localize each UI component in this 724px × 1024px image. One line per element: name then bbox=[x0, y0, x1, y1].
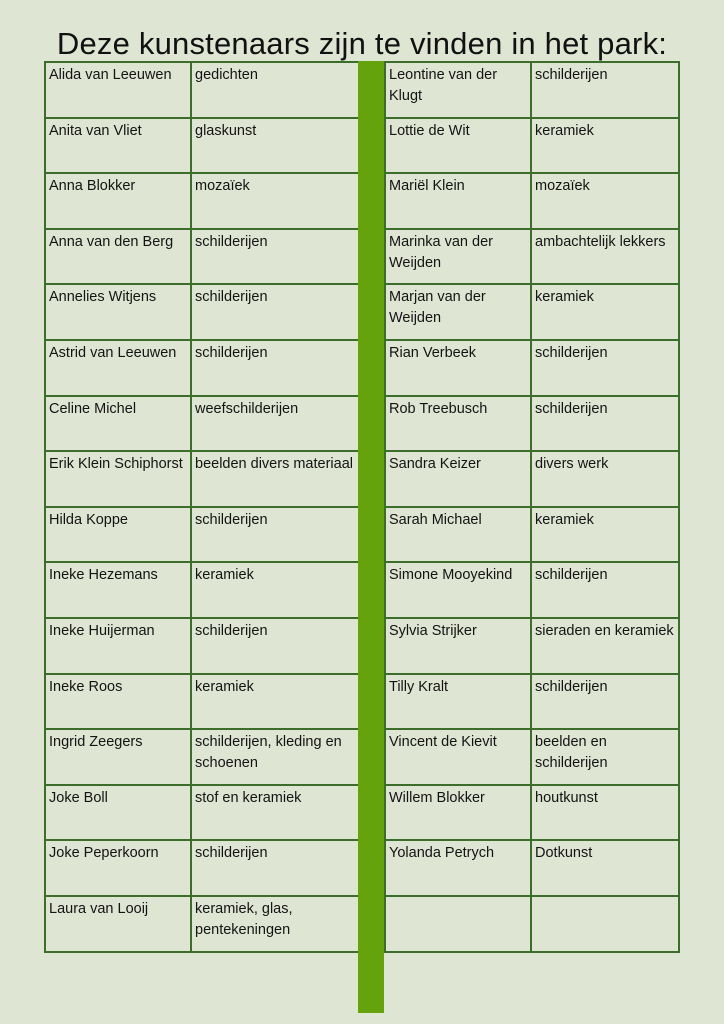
artist-name-cell: Sarah Michael bbox=[385, 507, 531, 563]
artist-name-cell: Sylvia Strijker bbox=[385, 618, 531, 674]
artwork-type-cell: gedichten bbox=[191, 62, 359, 118]
artist-name-cell: Ineke Hezemans bbox=[45, 562, 191, 618]
artwork-type-cell: schilderijen bbox=[191, 618, 359, 674]
table-row bbox=[45, 396, 359, 452]
table-row bbox=[45, 729, 359, 785]
artwork-type-cell: keramiek bbox=[531, 118, 679, 174]
artwork-type-cell: keramiek, glas, pentekeningen bbox=[191, 896, 359, 952]
artist-name-cell: Rob Treebusch bbox=[385, 396, 531, 452]
table-row bbox=[385, 618, 679, 674]
table-row bbox=[45, 507, 359, 563]
artwork-type-cell: divers werk bbox=[531, 451, 679, 507]
page-title: Deze kunstenaars zijn te vinden in het park: bbox=[56, 26, 668, 61]
table-row bbox=[385, 229, 679, 285]
artwork-type-cell: beelden en schilderijen bbox=[531, 729, 679, 785]
table-row bbox=[45, 229, 359, 285]
artwork-type-cell: sieraden en keramiek bbox=[531, 618, 679, 674]
artist-name-cell: Leontine van der Klugt bbox=[385, 62, 531, 118]
artist-name-cell: Marjan van der Weijden bbox=[385, 284, 531, 340]
artwork-type-cell: schilderijen bbox=[191, 229, 359, 285]
table-row bbox=[45, 896, 359, 952]
table-row bbox=[45, 674, 359, 730]
artwork-type-cell: schilderijen, kleding en schoenen bbox=[191, 729, 359, 785]
table-row bbox=[45, 840, 359, 896]
table-row bbox=[45, 284, 359, 340]
table-row bbox=[385, 340, 679, 396]
artwork-type-cell: schilderijen bbox=[531, 340, 679, 396]
artwork-type-cell: keramiek bbox=[531, 507, 679, 563]
artwork-type-cell: schilderijen bbox=[531, 562, 679, 618]
artist-name-cell: Astrid van Leeuwen bbox=[45, 340, 191, 396]
artwork-type-cell: schilderijen bbox=[191, 340, 359, 396]
artist-name-cell: Marinka van der Weijden bbox=[385, 229, 531, 285]
table-row bbox=[385, 562, 679, 618]
table-row bbox=[45, 340, 359, 396]
artwork-type-cell: schilderijen bbox=[191, 840, 359, 896]
artist-name-cell: Vincent de Kievit bbox=[385, 729, 531, 785]
artist-name-cell: Celine Michel bbox=[45, 396, 191, 452]
table-row bbox=[385, 896, 679, 952]
artist-name-cell: Anna Blokker bbox=[45, 173, 191, 229]
artist-name-cell: Joke Peperkoorn bbox=[45, 840, 191, 896]
artist-name-cell: Joke Boll bbox=[45, 785, 191, 841]
artist-name-cell: Laura van Looij bbox=[45, 896, 191, 952]
artwork-type-cell: keramiek bbox=[191, 674, 359, 730]
artwork-type-cell: ambachtelijk lekkers bbox=[531, 229, 679, 285]
artist-name-cell: Anna van den Berg bbox=[45, 229, 191, 285]
artwork-type-cell: schilderijen bbox=[191, 284, 359, 340]
table-row bbox=[385, 451, 679, 507]
artist-name-cell bbox=[385, 896, 531, 952]
green-divider bbox=[358, 61, 384, 1013]
table-row bbox=[385, 284, 679, 340]
artwork-type-cell: keramiek bbox=[531, 284, 679, 340]
table-row bbox=[385, 62, 679, 118]
artist-name-cell: Sandra Keizer bbox=[385, 451, 531, 507]
artist-name-cell: Ineke Huijerman bbox=[45, 618, 191, 674]
artist-name-cell: Annelies Witjens bbox=[45, 284, 191, 340]
table-row bbox=[385, 729, 679, 785]
artwork-type-cell: schilderijen bbox=[531, 674, 679, 730]
artist-name-cell: Tilly Kralt bbox=[385, 674, 531, 730]
artwork-type-cell: mozaïek bbox=[531, 173, 679, 229]
artists-table-left bbox=[44, 61, 360, 953]
artwork-type-cell: beelden divers materiaal bbox=[191, 451, 359, 507]
artwork-type-cell: weefschilderijen bbox=[191, 396, 359, 452]
table-row bbox=[385, 173, 679, 229]
table-row bbox=[385, 396, 679, 452]
artist-name-cell: Hilda Koppe bbox=[45, 507, 191, 563]
artwork-type-cell: houtkunst bbox=[531, 785, 679, 841]
artist-name-cell: Anita van Vliet bbox=[45, 118, 191, 174]
artwork-type-cell: keramiek bbox=[191, 562, 359, 618]
table-row bbox=[45, 562, 359, 618]
artist-name-cell: Simone Mooyekind bbox=[385, 562, 531, 618]
artist-name-cell: Yolanda Petrych bbox=[385, 840, 531, 896]
table-row bbox=[385, 118, 679, 174]
artist-name-cell: Ineke Roos bbox=[45, 674, 191, 730]
artist-name-cell: Ingrid Zeegers bbox=[45, 729, 191, 785]
table-row bbox=[45, 173, 359, 229]
table-row bbox=[45, 785, 359, 841]
artist-name-cell: Alida van Leeuwen bbox=[45, 62, 191, 118]
table-row bbox=[45, 62, 359, 118]
artwork-type-cell: stof en keramiek bbox=[191, 785, 359, 841]
artwork-type-cell: mozaïek bbox=[191, 173, 359, 229]
artist-name-cell: Erik Klein Schiphorst bbox=[45, 451, 191, 507]
artist-name-cell: Lottie de Wit bbox=[385, 118, 531, 174]
artwork-type-cell: Dotkunst bbox=[531, 840, 679, 896]
artwork-type-cell bbox=[531, 896, 679, 952]
table-row bbox=[45, 118, 359, 174]
artist-name-cell: Mariël Klein bbox=[385, 173, 531, 229]
artwork-type-cell: glaskunst bbox=[191, 118, 359, 174]
artwork-type-cell: schilderijen bbox=[531, 62, 679, 118]
table-row bbox=[385, 507, 679, 563]
table-row bbox=[45, 618, 359, 674]
table-row bbox=[385, 674, 679, 730]
table-row bbox=[385, 785, 679, 841]
artists-table-right bbox=[384, 61, 680, 953]
table-row bbox=[45, 451, 359, 507]
artwork-type-cell: schilderijen bbox=[191, 507, 359, 563]
artist-name-cell: Willem Blokker bbox=[385, 785, 531, 841]
artist-name-cell: Rian Verbeek bbox=[385, 340, 531, 396]
table-row bbox=[385, 840, 679, 896]
artwork-type-cell: schilderijen bbox=[531, 396, 679, 452]
